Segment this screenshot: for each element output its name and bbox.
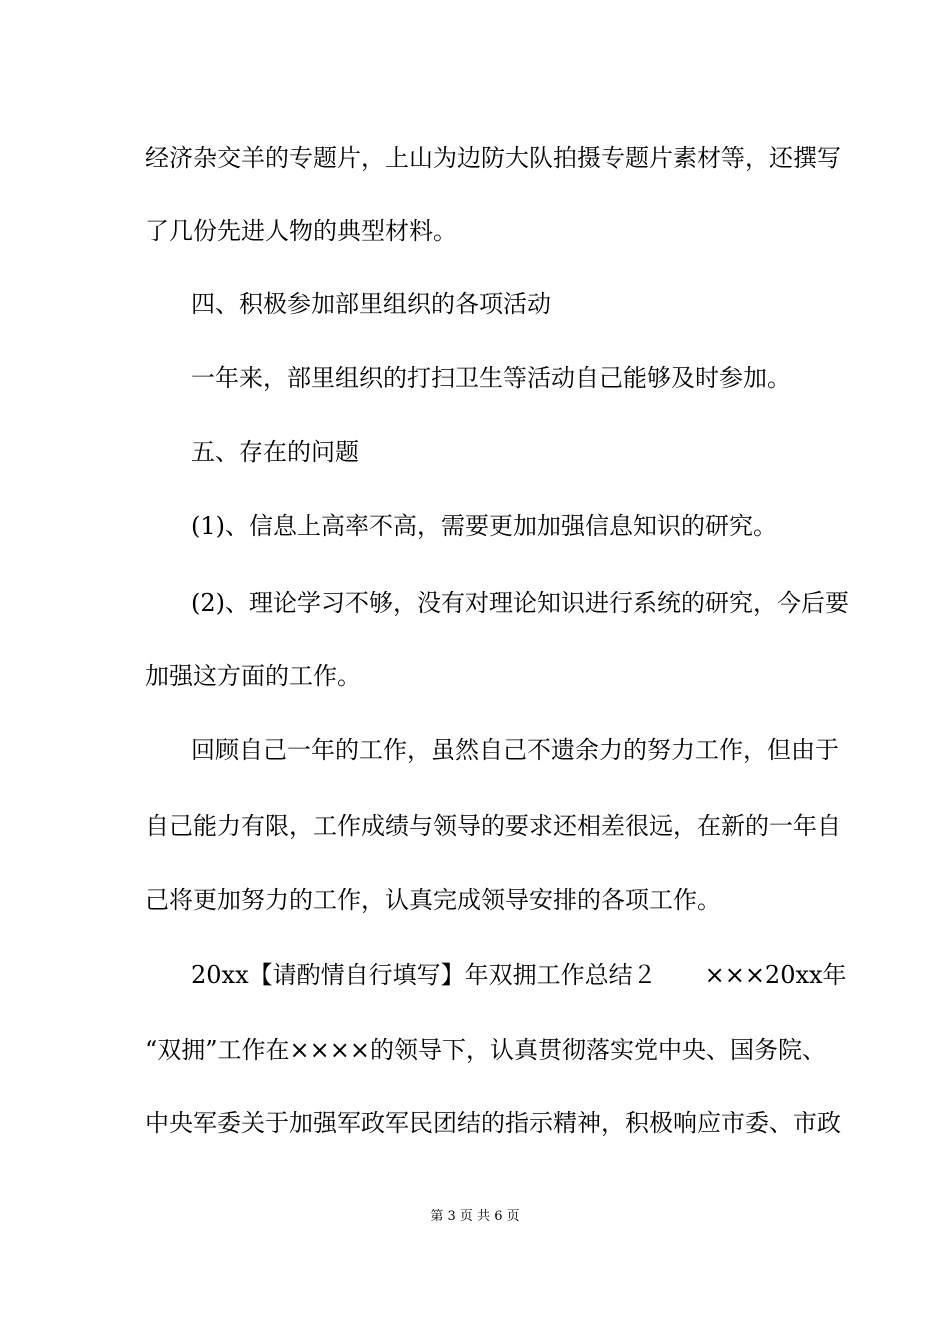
list-item: (1)、信息上高率不高，需要更加加强信息知识的研究。 [191,512,777,540]
section-heading: 五、存在的问题 [191,438,359,466]
body-text-line: 回顾自己一年的工作，虽然自己不遗余力的努力工作，但由于 [191,736,839,764]
body-text-line: 加强这方面的工作。 [145,662,361,690]
body-text-line: 自己能力有限，工作成绩与领导的要求还相差很远，在新的一年自 [145,812,841,840]
list-item: (2)、理论学习不够，没有对理论知识进行系统的研究，今后要 [191,589,849,617]
body-text-line: 一年来，部里组织的打扫卫生等活动自己能够及时参加。 [191,364,791,392]
section-heading: 20xx【请酌情自行填写】年双拥工作总结２ ×××20xx年 [191,961,847,989]
body-text-line: “双拥”工作在××××的领导下，认真贯彻落实党中央、国务院、 [145,1036,826,1064]
body-text-line: 经济杂交羊的专题片，上山为边防大队拍摄专题片素材等，还撰写 [145,144,841,172]
page-number-footer: 第 3 页 共 6 页 [430,1209,520,1224]
body-text-line: 了几份先进人物的典型材料。 [145,217,457,245]
body-text-line: 中央军委关于加强军政军民团结的指示精神，积极响应市委、市政 [145,1109,841,1137]
section-heading: 四、积极参加部里组织的各项活动 [191,290,551,318]
body-text-line: 己将更加努力的工作，认真完成领导安排的各项工作。 [145,886,721,914]
